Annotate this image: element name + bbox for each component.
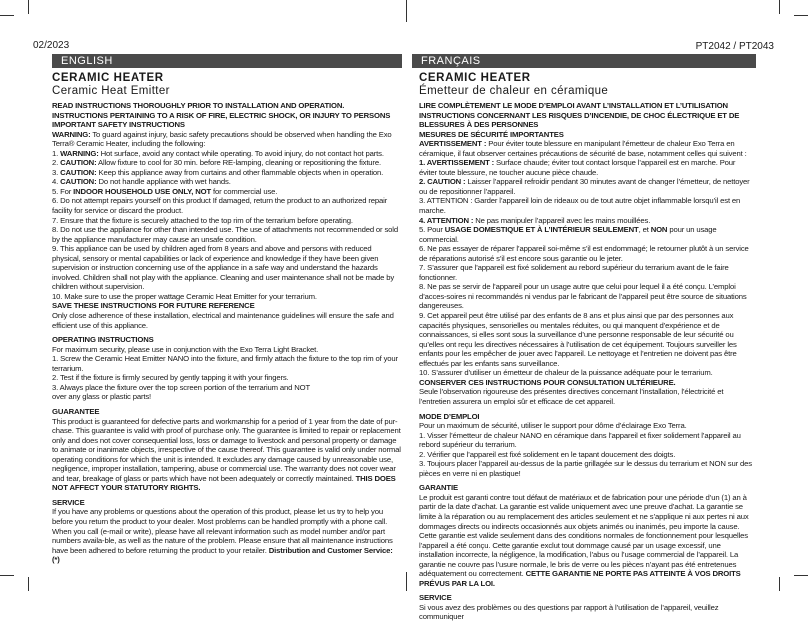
- save-text: Seule l’observation rigoureuse des présentes directives concernant l’installation, l’électricité et l’entretien assurera un emploi sûr et efficace de cet appareil.: [419, 387, 724, 406]
- operating-step: 2. Test if the fixture is firmly secured by gently tapping it with your fingers.: [52, 373, 289, 383]
- warning-paragraph: AVERTISSEMENT : Pour éviter toute blessure en manipulant l’émetteur de chaleur Exo Terra en céramique, il faut observer certaines précautions de sécurité de base, notamment celles qui suivent :: [419, 139, 747, 158]
- operating-step: 1. Screw the Ceramic Heat Emitter NANO into the fixture, and firmly attach the fixture to the top rim of your terrarium.: [52, 354, 398, 373]
- guarantee-text: This product is guaranteed for defective parts and workmanship for a period of 1 year from the date of pur-chase. This guarantee is valid with proof of purchase only. The guarantee is limited to repair or replacement only and does not cover consequential loss, loss or damage to livestock and personal property or damage to animate or inanimate objects, irrespective of the cause thereof. This guarantee is valid only under normal operating conditions for which the unit is intended. It excludes any damage caused by unreasonable use, negligence, improper installation, tampering, abuse or commercial use. The warranty does not cover wear and tear, breakage of glass or parts which have not been adequately or correctly maintained. THIS DOES NOT AFFECT YOUR STATUTORY RIGHTS.: [52, 416, 401, 493]
- crop-mark: [779, 577, 780, 591]
- guarantee-heading: GUARANTEE: [52, 406, 100, 416]
- subtitle: Ceramic Heat Emitter: [52, 85, 170, 97]
- safety-item: 6. Do not attempt repairs yourself on this product If damaged, return the product to an authorized repair facility for service or discard the product.: [52, 196, 388, 216]
- service-text: Si vous avez des problèmes ou des questions par rapport à l’utilisation de l’appareil, veuillez communiquer: [419, 602, 719, 622]
- operating-step: 3. Toujours placer l’appareil au-dessus de la partie grillagée sur le dessus du terrarium et NON sur des pièces en verre ni en plastique!: [419, 459, 752, 478]
- operating-heading: MODE D’EMPLOI: [419, 411, 480, 421]
- service-text: If you have any problems or questions about the operation of this product, please let us try to help you before you return the product to your dealer. Most problems can be handled promptly with a phone call. When you call (e-mail or write), please have all relevant information such as model number and/or part numbers availa-ble, as well as the nature of the problem. Please ensure that all maintenance instructions have been adhered to before returning the product to your retailer. Distribution and Customer Service: (*): [52, 507, 393, 565]
- subtitle: Émetteur de chaleur en céramique: [419, 85, 609, 97]
- safety-item: 4. ATTENTION : Ne pas manipuler l’appareil avec les mains mouillées.: [419, 215, 651, 225]
- crop-mark: [779, 0, 780, 14]
- safety-item: 2. CAUTION: Allow fixture to cool for 30 min. before RE-lamping, cleaning or repositioning the fixture.: [52, 158, 381, 168]
- safety-item: 10. S’assurer d’utiliser un émetteur de chaleur de la puissance adéquate pour le terrarium.: [419, 368, 713, 378]
- safety-item: 2. CAUTION : Laisser l’appareil refroidir pendant 30 minutes avant de changer l’émetteur, de nettoyer ou de repositionner l’appareil.: [419, 177, 750, 196]
- title: CERAMIC HEATER: [52, 72, 164, 84]
- safety-heading: IMPORTANT SAFETY INSTRUCTIONS: [52, 120, 185, 130]
- safety-item: 9. Cet appareil peut être utilisé par des enfants de 8 ans et plus ainsi que par des personnes aux capacités physiques, sensorielles ou mentales réduites, ou qui manquent d’expérience et de connaissances, si elles sont sous la surveillance d’une personne responsable de leur sécurité ou qu’elles ont reçu les directives nécessaires à l’utilisation de cet équipement. Toujours surveiller les enfants pour les empêcher de jouer avec l’appareil. Le nettoyage et l’entretien ne doivent pas être effectués par les enfants sans surveillance.: [419, 311, 737, 368]
- operating-step: 1. Visser l’émetteur de chaleur NANO en céramique dans l’appareil et fixer solidement l’appareil au rebord supérieur du terrarium.: [419, 430, 741, 450]
- safety-item: 7. S’assurer que l’appareil est fixé solidement au rebord supérieur du terrarium avant de le faire fonctionner.: [419, 263, 729, 282]
- crop-mark: [406, 572, 407, 591]
- document-date: 02/2023: [33, 40, 70, 51]
- risk-instructions: INSTRUCTIONS PERTAINING TO A RISK OF FIRE, ELECTRIC SHOCK, OR INJURY TO PERSONS: [52, 110, 391, 120]
- operating-step: over any glass or plastic parts!: [52, 392, 152, 402]
- crop-mark: [28, 0, 29, 14]
- french-column: [419, 72, 755, 622]
- safety-item: 8. Do not use the appliance for other than intended use. The use of attachments not recommended or sold by the appliance manufacturer may cause an unsafe condition.: [52, 225, 398, 244]
- crop-mark: [0, 575, 14, 576]
- crop-mark: [794, 15, 808, 16]
- crop-mark: [794, 575, 808, 576]
- save-heading: CONSERVER CES INSTRUCTIONS POUR CONSULTATION ULTÉRIEURE.: [419, 377, 676, 387]
- guarantee-heading: GARANTIE: [419, 483, 458, 493]
- safety-item: 7. Ensure that the fixture is securely attached to the top rim of the terrarium before operating.: [52, 215, 353, 225]
- safety-item: 1. AVERTISSEMENT : Surface chaude; éviter tout contact lorsque l’appareil est en marche. Pour éviter toute blessure, ne toucher aucune pièce chaude.: [419, 158, 736, 177]
- safety-item: 5. For INDOOR HOUSEHOLD USE ONLY, NOT for commercial use.: [52, 186, 278, 196]
- crop-mark: [406, 0, 407, 22]
- operating-step: 2. Vérifier que l’appareil est fixé solidement en le tapant doucement des doigts.: [419, 449, 676, 459]
- safety-item: 9. This appliance can be used by children aged from 8 years and above and persons with reduced physical, sensory or mental capabilities or lack of experience and knowledge if they have been given supervision or instruction concerning use of the appliance in a safe way and understand the hazards involved. Children shall not play with the appliance. Cleaning and user maintenance shall not be made by children without supervision.: [52, 244, 395, 292]
- english-column: [52, 72, 402, 592]
- safety-item: 1. WARNING: Hot surface, avoid any contact while operating. To avoid injury, do not contact hot parts.: [52, 148, 384, 158]
- safety-item: 5. Pour USAGE DOMESTIQUE ET À L’INTÉRIEUR SEULEMENT, et NON pour un usage commercial.: [419, 225, 717, 244]
- crop-mark: [0, 15, 14, 16]
- title: CERAMIC HEATER: [419, 72, 531, 84]
- operating-intro: Pour un maximum de sécurité, utiliser le support pour dôme d’éclairage Exo Terra.: [419, 421, 687, 431]
- safety-item: 8. Ne pas se servir de l’appareil pour un usage autre que celui pour lequel il a été conçu. L’emploi d’acces-soires ni recommandés ni vendus par le fabricant de l’appareil peut être source de situations dangereuses.: [419, 282, 747, 311]
- guarantee-text: Le produit est garanti contre tout défaut de matériaux et de fabrication pour une période d’un (1) an à partir de la date d’achat. La garantie est valide uniquement avec une preuve d’achat. La garantie se limite à la réparation ou au remplacement des articles seulement et ne s’applique ni aux pertes ni aux dommages directs ou indirects occasionnés aux objets animés ou inanimés, peu importe la cause. Cette garantie est valide seulement dans des conditions normales de fonctionnement pour lesquelles l’appareil a été conçu. Cette garantie exclut tout dommage causé par un usage excessif, une installation incorrecte, la négligence, la modification, l’abus ou l’usage commercial de l’appareil. La garantie ne couvre pas l’usure normale, le bris de verre ou les pièces n’ayant pas été entretenues adéquatement ou correctement. CETTE GARANTIE NE PORTE PAS ATTEINTE À VOS DROITS PRÉVUS PAR LA LOI.: [419, 492, 749, 588]
- safety-item: 10. Make sure to use the proper wattage Ceramic Heat Emitter for your terrarium.: [52, 291, 317, 301]
- model-numbers: PT2042 / PT2043: [695, 41, 774, 52]
- operating-intro: For maximum security, please use in conjunction with the Exo Terra Light Bracket.: [52, 344, 319, 354]
- crop-mark: [28, 577, 29, 591]
- read-instructions: LIRE COMPLÈTEMENT LE MODE D’EMPLOI AVANT L’INSTALLATION ET L’UTILISATION: [419, 101, 728, 110]
- safety-item: 6. Ne pas essayer de réparer l’appareil soi-même s’il est endommagé; le retourner plutôt à un service de réparations autorisé s’il est encore sous garantie ou le jeter.: [419, 244, 749, 263]
- language-bar-french: FRANÇAIS: [412, 54, 756, 68]
- read-instructions: READ INSTRUCTIONS THOROUGHLY PRIOR TO INSTALLATION AND OPERATION.: [52, 101, 345, 110]
- language-bar-english: ENGLISH: [52, 54, 402, 68]
- safety-heading: MESURES DE SÉCURITÉ IMPORTANTES: [419, 129, 564, 139]
- operating-heading: OPERATING INSTRUCTIONS: [52, 335, 154, 345]
- service-heading: SERVICE: [419, 593, 452, 603]
- safety-item: 3. ATTENTION : Garder l’appareil loin de rideaux ou de tout autre objet inflammable lorsqu’il est en marche.: [419, 196, 741, 216]
- risk-instructions: INSTRUCTIONS CONCERNANT LES RISQUES D’INCENDIE, DE CHOC ÉLECTRIQUE ET DE BLESSURES À DES PERSONNES: [419, 110, 740, 130]
- safety-item: 3. CAUTION: Keep this appliance away from curtains and other flammable objects when in operation.: [52, 167, 384, 177]
- safety-item: 4. CAUTION: Do not handle appliance with wet hands.: [52, 177, 231, 187]
- save-heading: SAVE THESE INSTRUCTIONS FOR FUTURE REFERENCE: [52, 301, 255, 311]
- operating-step: 3. Always place the fixture over the top screen portion of the terrarium and NOT: [52, 382, 311, 392]
- service-heading: SERVICE: [52, 497, 85, 507]
- warning-paragraph: WARNING: To guard against injury, basic safety precautions should be observed when handling the Exo Terra® Ceramic Heater, including the following:: [52, 129, 392, 149]
- save-text: Only close adherence of these installation, electrical and maintenance guidelines will ensure the safe and efficient use of this appliance.: [52, 311, 394, 330]
